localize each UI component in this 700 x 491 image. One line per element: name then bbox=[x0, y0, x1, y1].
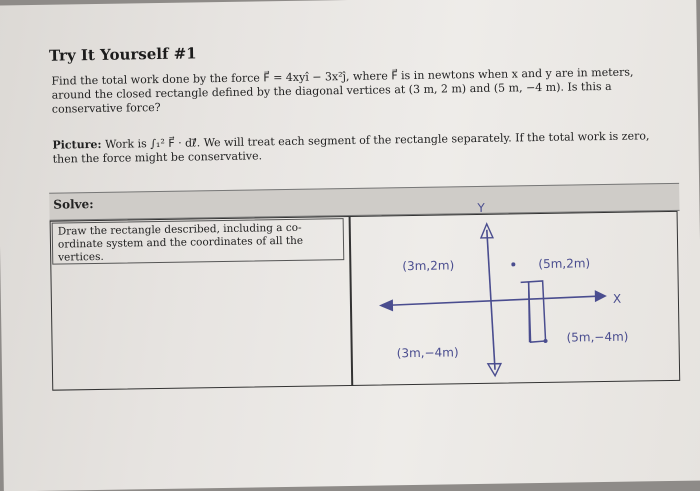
y-axis-label: Y bbox=[477, 200, 485, 215]
x-axis-arrow-icon bbox=[595, 290, 607, 302]
vertex-label-bottom-right: (5m,−4m) bbox=[566, 329, 629, 345]
rectangle-outline bbox=[521, 281, 546, 342]
vertex-label-top-right: (5m,2m) bbox=[538, 256, 591, 272]
page-title: Try It Yourself #1 bbox=[48, 44, 197, 65]
vertex-label-top-left: (3m,2m) bbox=[402, 258, 455, 274]
problem-statement: Find the total work done by the force F⃗ = 4xyî − 3x²ĵ, where F⃗ is in newtons when x and y are in meters, around the closed rectangle defined by the diagonal vertices at (3 m, 2 m) and (5 m, −4 m). Is this a conservative force? bbox=[51, 65, 634, 116]
picture-label: Picture: bbox=[52, 137, 102, 152]
x-axis-label: X bbox=[612, 291, 622, 306]
solve-label: Solve: bbox=[53, 197, 94, 212]
vertex-dot bbox=[511, 262, 515, 266]
rectangle-left-side bbox=[529, 282, 530, 342]
vertex-dot bbox=[544, 339, 548, 343]
instruction-text: Draw the rectangle described, including a co-ordinate system and the coordinates of all the vertices. bbox=[57, 221, 304, 264]
picture-text: Work is ∫₁² F⃗ · dℓ⃗. We will treat each segment of the rectangle separately. If the total work is zero, then the force might be conservative. bbox=[52, 129, 650, 166]
vertex-label-bottom-left: (3m,−4m) bbox=[396, 345, 459, 361]
y-axis-line bbox=[487, 230, 495, 370]
x-axis-left-arrow-icon bbox=[379, 299, 393, 311]
